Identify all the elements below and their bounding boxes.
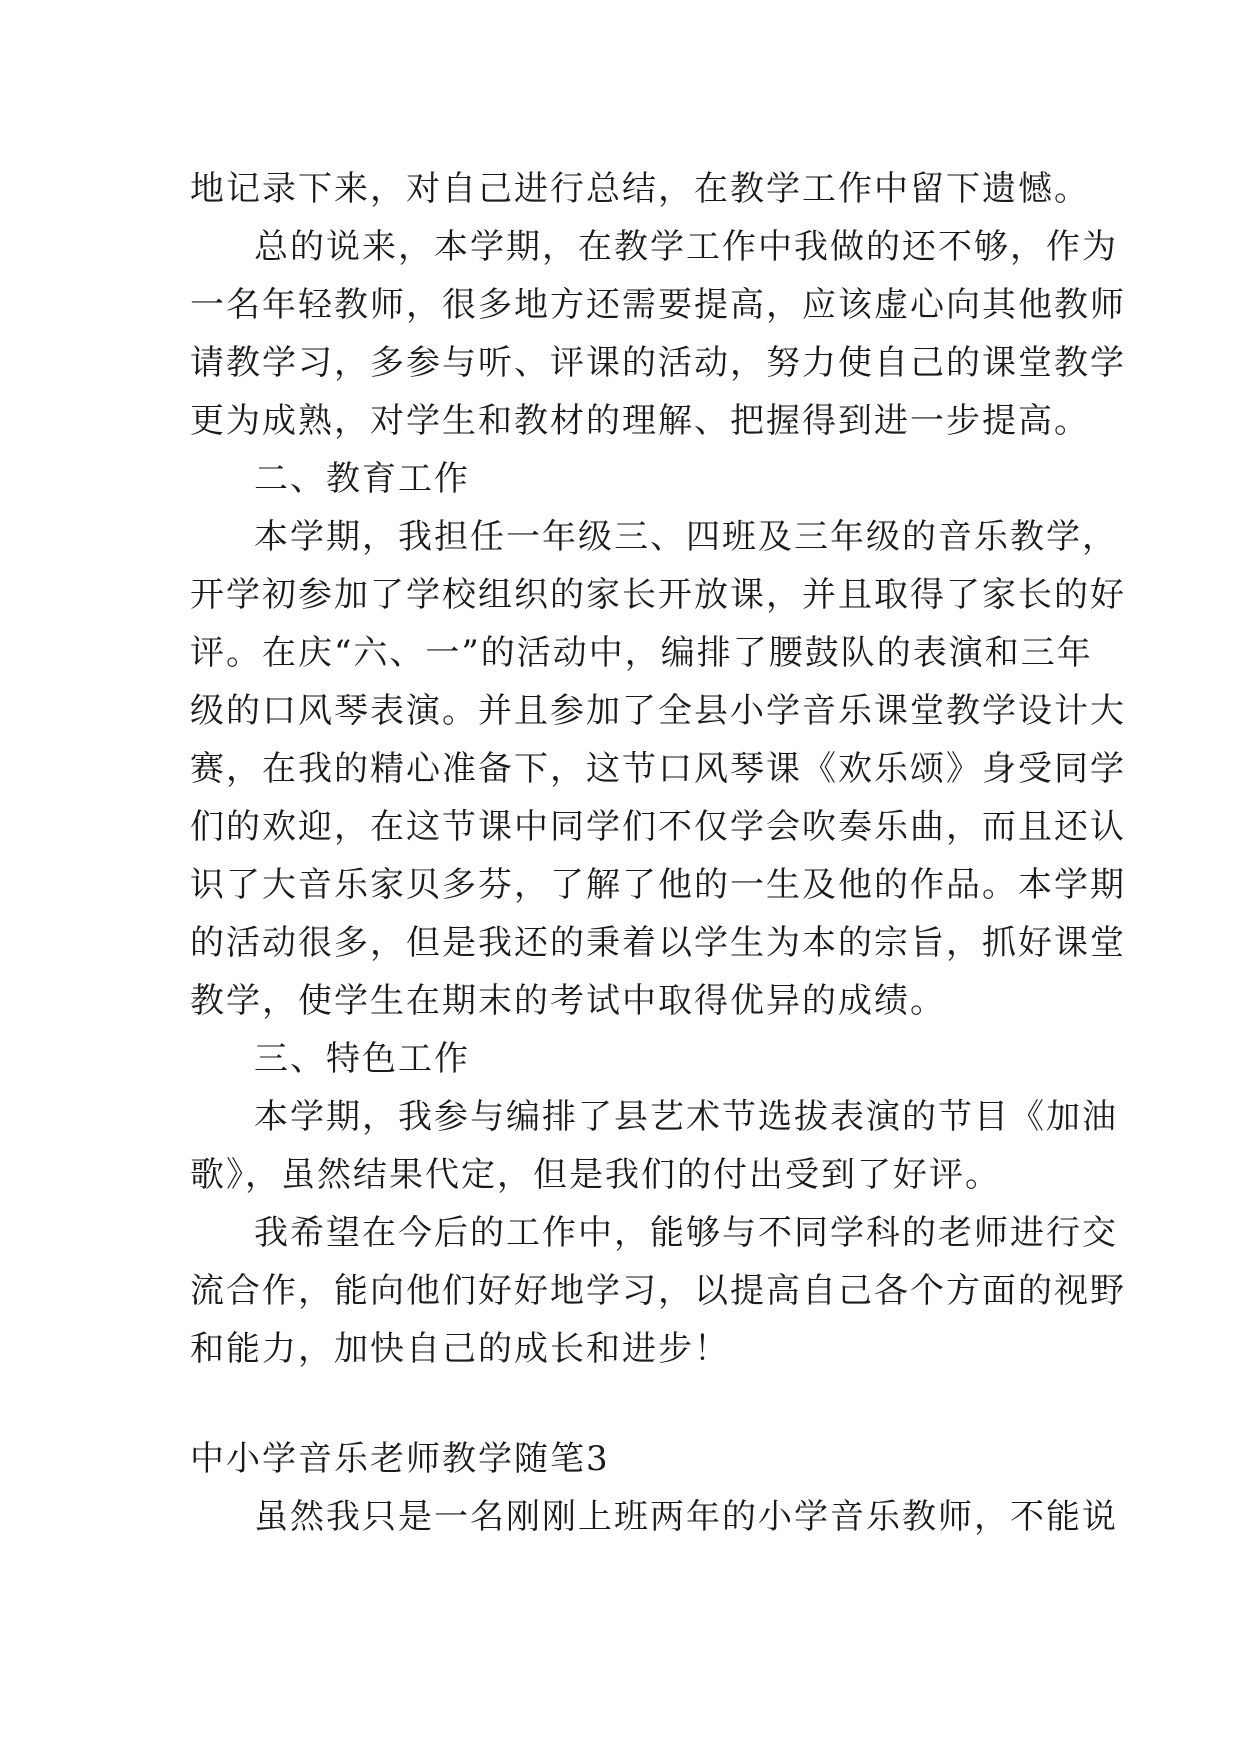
paragraph-line: 们的欢迎，在这节课中同学们不仅学会吹奏乐曲，而且还认 — [190, 807, 1126, 847]
paragraph-line: 流合作，能向他们好好地学习，以提高自己各个方面的视野 — [190, 1271, 1126, 1311]
paragraph-line: 歌》，虽然结果代定，但是我们的付出受到了好评。 — [190, 1155, 1001, 1195]
paragraph-line: 教学，使学生在期末的考试中取得优异的成绩。 — [190, 981, 946, 1021]
paragraph-line: 的活动很多，但是我还的秉着以学生为本的宗旨，抓好课堂 — [190, 923, 1126, 963]
paragraph-line: 一名年轻教师，很多地方还需要提高，应该虚心向其他教师 — [190, 285, 1126, 325]
paragraph-line: 地记录下来，对自己进行总结，在教学工作中留下遗憾。 — [190, 169, 1090, 209]
paragraph-line: 赛，在我的精心准备下，这节口风琴课《欢乐颂》身受同学 — [190, 749, 1126, 789]
paragraph-line: 更为成熟，对学生和教材的理解、把握得到进一步提高。 — [190, 401, 1090, 441]
paragraph-line: 本学期，我担任一年级三、四班及三年级的音乐教学， — [254, 517, 1118, 557]
section-heading: 三、特色工作 — [254, 1039, 470, 1079]
paragraph-line: 本学期，我参与编排了县艺术节选拔表演的节目《加油 — [254, 1097, 1118, 1137]
paragraph-line: 级的口风琴表演。并且参加了全县小学音乐课堂教学设计大 — [190, 691, 1126, 731]
section-heading: 二、教育工作 — [254, 459, 470, 499]
article-title: 中小学音乐老师教学随笔3 — [190, 1439, 610, 1479]
paragraph-line: 请教学习，多参与听、评课的活动，努力使自己的课堂教学 — [190, 343, 1126, 383]
paragraph-line: 识了大音乐家贝多芬，了解了他的一生及他的作品。本学期 — [190, 865, 1126, 905]
paragraph-line: 虽然我只是一名刚刚上班两年的小学音乐教师，不能说 — [254, 1497, 1118, 1537]
paragraph-line: 评。在庆“六、一”的活动中，编排了腰鼓队的表演和三年 — [190, 633, 1093, 673]
paragraph-line: 总的说来，本学期，在教学工作中我做的还不够，作为 — [254, 227, 1118, 267]
paragraph-line: 开学初参加了学校组织的家长开放课，并且取得了家长的好 — [190, 575, 1126, 615]
paragraph-line: 和能力，加快自己的成长和进步！ — [190, 1329, 730, 1369]
paragraph-line: 我希望在今后的工作中，能够与不同学科的老师进行交 — [254, 1213, 1118, 1253]
